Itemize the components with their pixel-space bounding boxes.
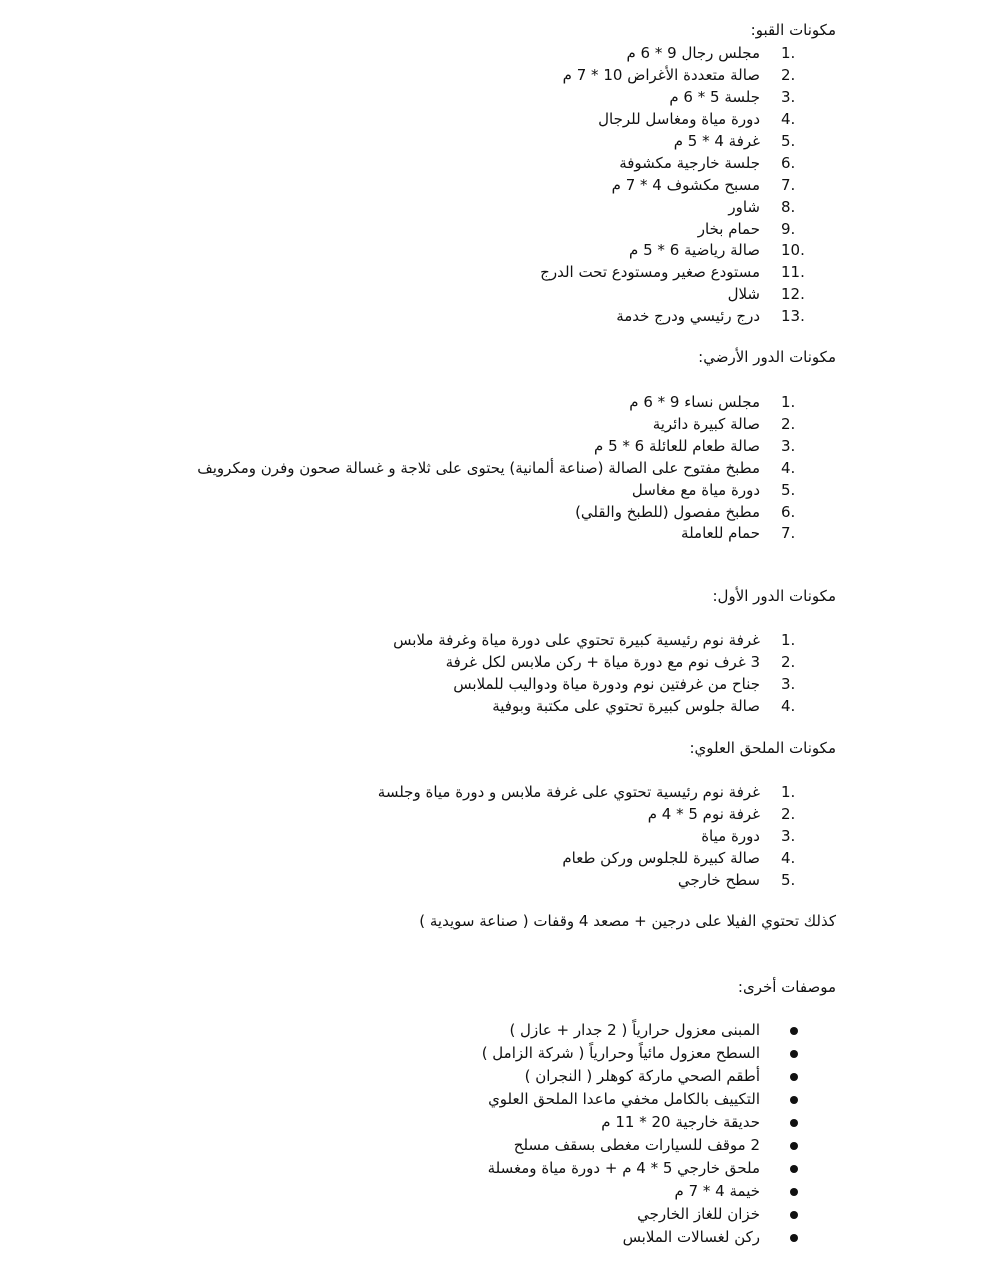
- item-number: 4.: [781, 110, 796, 128]
- item-text: شلال: [727, 285, 760, 303]
- item-number: 3.: [781, 88, 796, 106]
- item-text: خيمة 4 * 7 م: [674, 1182, 760, 1200]
- item-text: صالة جلوس كبيرة تحتوي على مكتبة وبوفية: [492, 697, 760, 715]
- item-number: 11.: [781, 263, 805, 281]
- item-text: مطبخ مفتوح على الصالة (صناعة ألمانية) يحتوى على ثلاجة و غسالة صحون وفرن ومكرويف: [197, 459, 760, 477]
- bullet-icon: [790, 1234, 798, 1242]
- item-text: مستودع صغير ومستودع تحت الدرج: [540, 263, 760, 281]
- item-number: 5.: [781, 481, 796, 499]
- item-text: جناح من غرفتين نوم ودورة مياة ودواليب للملابس: [453, 675, 760, 693]
- bullet-icon: [790, 1119, 798, 1127]
- item-text: أطقم الصحي ماركة كوهلر ( النجران ): [524, 1067, 760, 1085]
- item-text: غرفة نوم 5 * 4 م: [647, 805, 760, 823]
- item-text: سطح خارجي: [677, 871, 760, 889]
- section-heading-upper-annex: مكونات الملحق العلوي:: [689, 739, 836, 757]
- item-text: التكييف بالكامل مخفي ماعدا الملحق العلوي: [488, 1090, 760, 1108]
- item-text: غرفة 4 * 5 م: [673, 132, 760, 150]
- item-text: مطبخ مفصول (للطبخ والقلي): [575, 503, 760, 521]
- item-number: 12.: [781, 285, 805, 303]
- item-text: 3 غرف نوم مع دورة مياة + ركن ملابس لكل غرفة: [445, 653, 760, 671]
- bullet-icon: [790, 1096, 798, 1104]
- item-number: 2.: [781, 66, 796, 84]
- item-text: مجلس نساء 9 * 6 م: [629, 393, 760, 411]
- item-number: 2.: [781, 653, 796, 671]
- item-number: 3.: [781, 675, 796, 693]
- section-heading-basement: مكونات القبو:: [750, 21, 836, 39]
- item-text: حمام للعاملة: [681, 524, 760, 542]
- item-number: 1.: [781, 393, 796, 411]
- item-text: جلسة خارجية مكشوفة: [619, 154, 760, 172]
- item-text: دورة مياة ومغاسل للرجال: [598, 110, 760, 128]
- item-number: 4.: [781, 697, 796, 715]
- item-text: دورة مياة: [701, 827, 760, 845]
- item-text: دورة مياة مع مغاسل: [631, 481, 760, 499]
- item-number: 3.: [781, 827, 796, 845]
- item-number: 9.: [781, 220, 796, 238]
- bullet-icon: [790, 1050, 798, 1058]
- section-heading-other-specs: موصفات أخرى:: [737, 978, 836, 996]
- bullet-icon: [790, 1027, 798, 1035]
- item-text: خزان للغاز الخارجي: [637, 1205, 760, 1223]
- item-number: 5.: [781, 132, 796, 150]
- item-text: مسبح مكشوف 4 * 7 م: [611, 176, 760, 194]
- bullet-icon: [790, 1211, 798, 1219]
- section-heading-ground-floor: مكونات الدور الأرضي:: [698, 348, 836, 366]
- item-text: صالة متعددة الأغراض 10 * 7 م: [562, 66, 760, 84]
- item-number: 2.: [781, 415, 796, 433]
- bullet-icon: [790, 1188, 798, 1196]
- item-text: 2 موقف للسيارات مغطى بسقف مسلح: [513, 1136, 760, 1154]
- item-text: غرفة نوم رئيسية كبيرة تحتوي على دورة مياة وغرفة ملابس: [393, 631, 760, 649]
- item-number: 8.: [781, 198, 796, 216]
- item-number: 7.: [781, 524, 796, 542]
- item-text: المبنى معزول حرارياً ( 2 جدار + عازل ): [509, 1021, 760, 1039]
- item-text: شاور: [728, 198, 760, 216]
- item-number: 10.: [781, 241, 805, 259]
- item-number: 1.: [781, 44, 796, 62]
- item-number: 13.: [781, 307, 805, 325]
- bullet-icon: [790, 1073, 798, 1081]
- item-text: صالة كبيرة للجلوس وركن طعام: [562, 849, 760, 867]
- item-number: 1.: [781, 631, 796, 649]
- elevator-note: كذلك تحتوي الفيلا على درجين + مصعد 4 وقفات ( صناعة سويدية ): [419, 912, 836, 930]
- bullet-icon: [790, 1142, 798, 1150]
- item-number: 3.: [781, 437, 796, 455]
- item-number: 6.: [781, 503, 796, 521]
- item-number: 2.: [781, 805, 796, 823]
- item-text: صالة رياضية 6 * 5 م: [629, 241, 760, 259]
- item-text: صالة كبيرة دائرية: [652, 415, 760, 433]
- item-number: 4.: [781, 849, 796, 867]
- item-text: غرفة نوم رئيسية تحتوي على غرفة ملابس و دورة مياة وجلسة: [377, 783, 760, 801]
- item-number: 4.: [781, 459, 796, 477]
- item-text: مجلس رجال 9 * 6 م: [626, 44, 760, 62]
- item-number: 6.: [781, 154, 796, 172]
- item-text: ملحق خارجي 5 * 4 م + دورة مياة ومغسلة: [487, 1159, 760, 1177]
- item-number: 5.: [781, 871, 796, 889]
- bullet-icon: [790, 1165, 798, 1173]
- item-text: حديقة خارجية 20 * 11 م: [601, 1113, 760, 1131]
- item-number: 1.: [781, 783, 796, 801]
- item-number: 7.: [781, 176, 796, 194]
- item-text: ركن لغسالات الملابس: [622, 1228, 760, 1246]
- item-text: صالة طعام للعائلة 6 * 5 م: [594, 437, 760, 455]
- item-text: حمام بخار: [697, 220, 760, 238]
- item-text: درج رئيسي ودرج خدمة: [616, 307, 760, 325]
- item-text: السطح معزول مائياً وحرارياً ( شركة الزامل ): [481, 1044, 760, 1062]
- item-text: جلسة 5 * 6 م: [669, 88, 760, 106]
- section-heading-first-floor: مكونات الدور الأول:: [712, 587, 836, 605]
